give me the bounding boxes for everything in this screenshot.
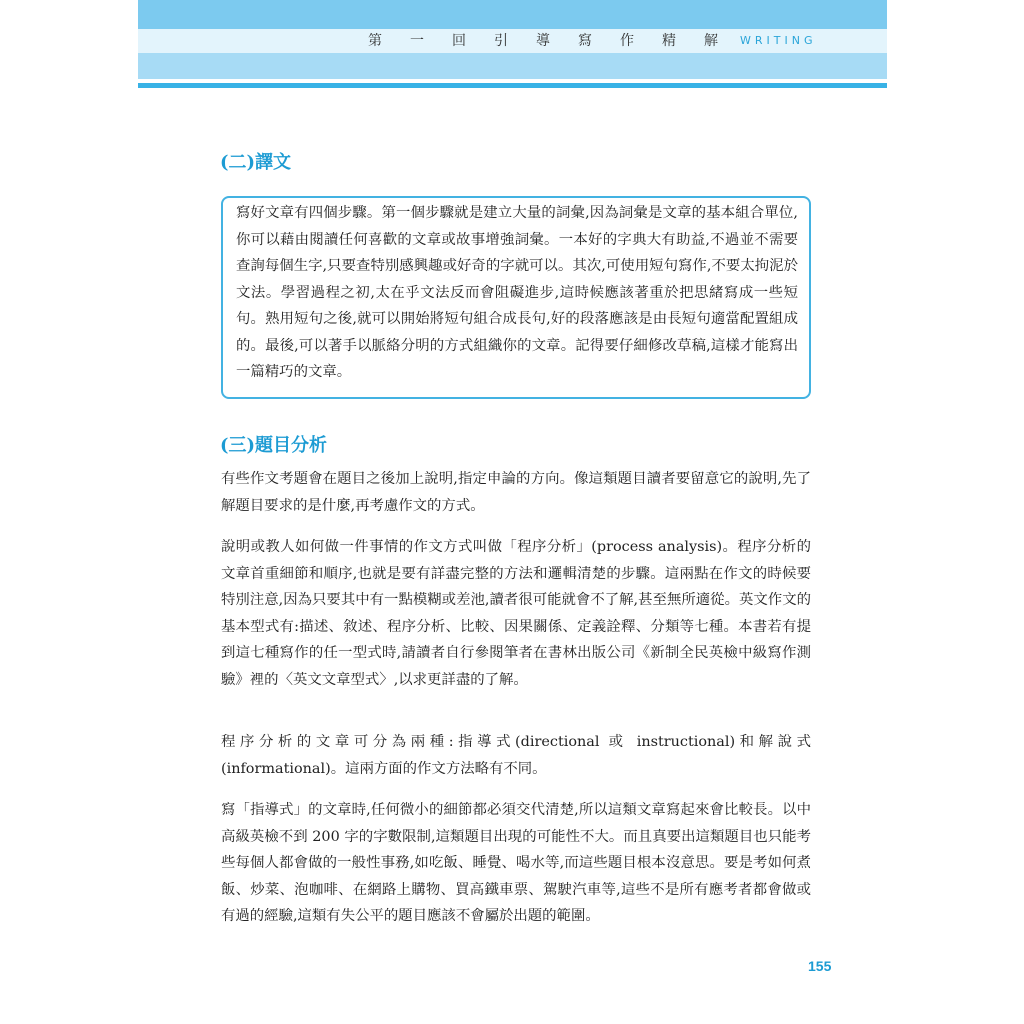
analysis-heading: (三)題目分析 — [220, 435, 328, 456]
header-band-top — [138, 0, 887, 29]
analysis-paragraph-2: 說明或教人如何做一件事情的作文方式叫做「程序分析」(process analysis)。程序分析的文章首重細節和順序,也就是要有詳盡完整的方法和邏輯清楚的步驟。這兩點在作文的時候要特別注意,因為只要其中有一點模糊或差池,讀者很可能就會不了解,甚至無所適從。英文作文的基本型式有:描述、敘述、程序分析、比較、因果關係、定義詮釋、分類等七種。本書若有提到這七種寫作的任一型式時,請讀者自行參閱筆者在書林出版公司《新制全民英檢中級寫作測驗》裡的〈英文文章型式〉,以求更詳盡的了解。 — [221, 539, 811, 688]
analysis-paragraph-3: 程序分析的文章可分為兩種:指導式(directional 或 instructional)和解說式(informational)。這兩方面的作文方法略有不同。 — [221, 734, 811, 777]
translation-text: 寫好文章有四個步驟。第一個步驟就是建立大量的詞彙,因為詞彙是文章的基本組合單位,你可以藉由閱讀任何喜歡的文章或故事增強詞彙。一本好的字典大有助益,不過並不需要查詢每個生字,只要查特別感興趣或好奇的字就可以。其次,可使用短句寫作,不要太拘泥於文法。學習過程之初,太在乎文法反而會阻礙進步,這時候應該著重於把思緒寫成一些短句。熟用短句之後,就可以開始將短句組合成長句,好的段落應該是由長短句適當配置組成的。最後,可以著手以脈絡分明的方式組織你的文章。記得要仔細修改草稿,這樣才能寫出一篇精巧的文章。 — [236, 205, 798, 380]
chapter-title: 第一回引導寫作精解 — [368, 33, 746, 49]
header-band-bottom — [138, 53, 887, 79]
page-header — [138, 0, 887, 90]
page-number: 155 — [808, 958, 832, 974]
writing-label: WRITING — [740, 34, 817, 47]
analysis-paragraph-1: 有些作文考題會在題目之後加上說明,指定申論的方向。像這類題目讀者要留意它的說明,先了解題目要求的是什麼,再考慮作文的方式。 — [221, 471, 811, 514]
header-title — [368, 29, 816, 53]
translation-heading: (二)譯文 — [220, 152, 292, 173]
header-rule — [138, 83, 887, 88]
analysis-paragraph-4: 寫「指導式」的文章時,任何微小的細節都必須交代清楚,所以這類文章寫起來會比較長。以中高級英檢不到 200 字的字數限制,這類題目出現的可能性不大。而且真要出這類題目也只能考些每個人都會做的一般性事務,如吃飯、睡覺、喝水等,而這些題目根本沒意思。要是考如何煮飯、炒菜、泡咖啡、在網路上購物、買高鐵車票、駕駛汽車等,這些不是所有應考者都會做或有過的經驗,這類有失公平的題目應該不會屬於出題的範圍。 — [221, 802, 811, 924]
